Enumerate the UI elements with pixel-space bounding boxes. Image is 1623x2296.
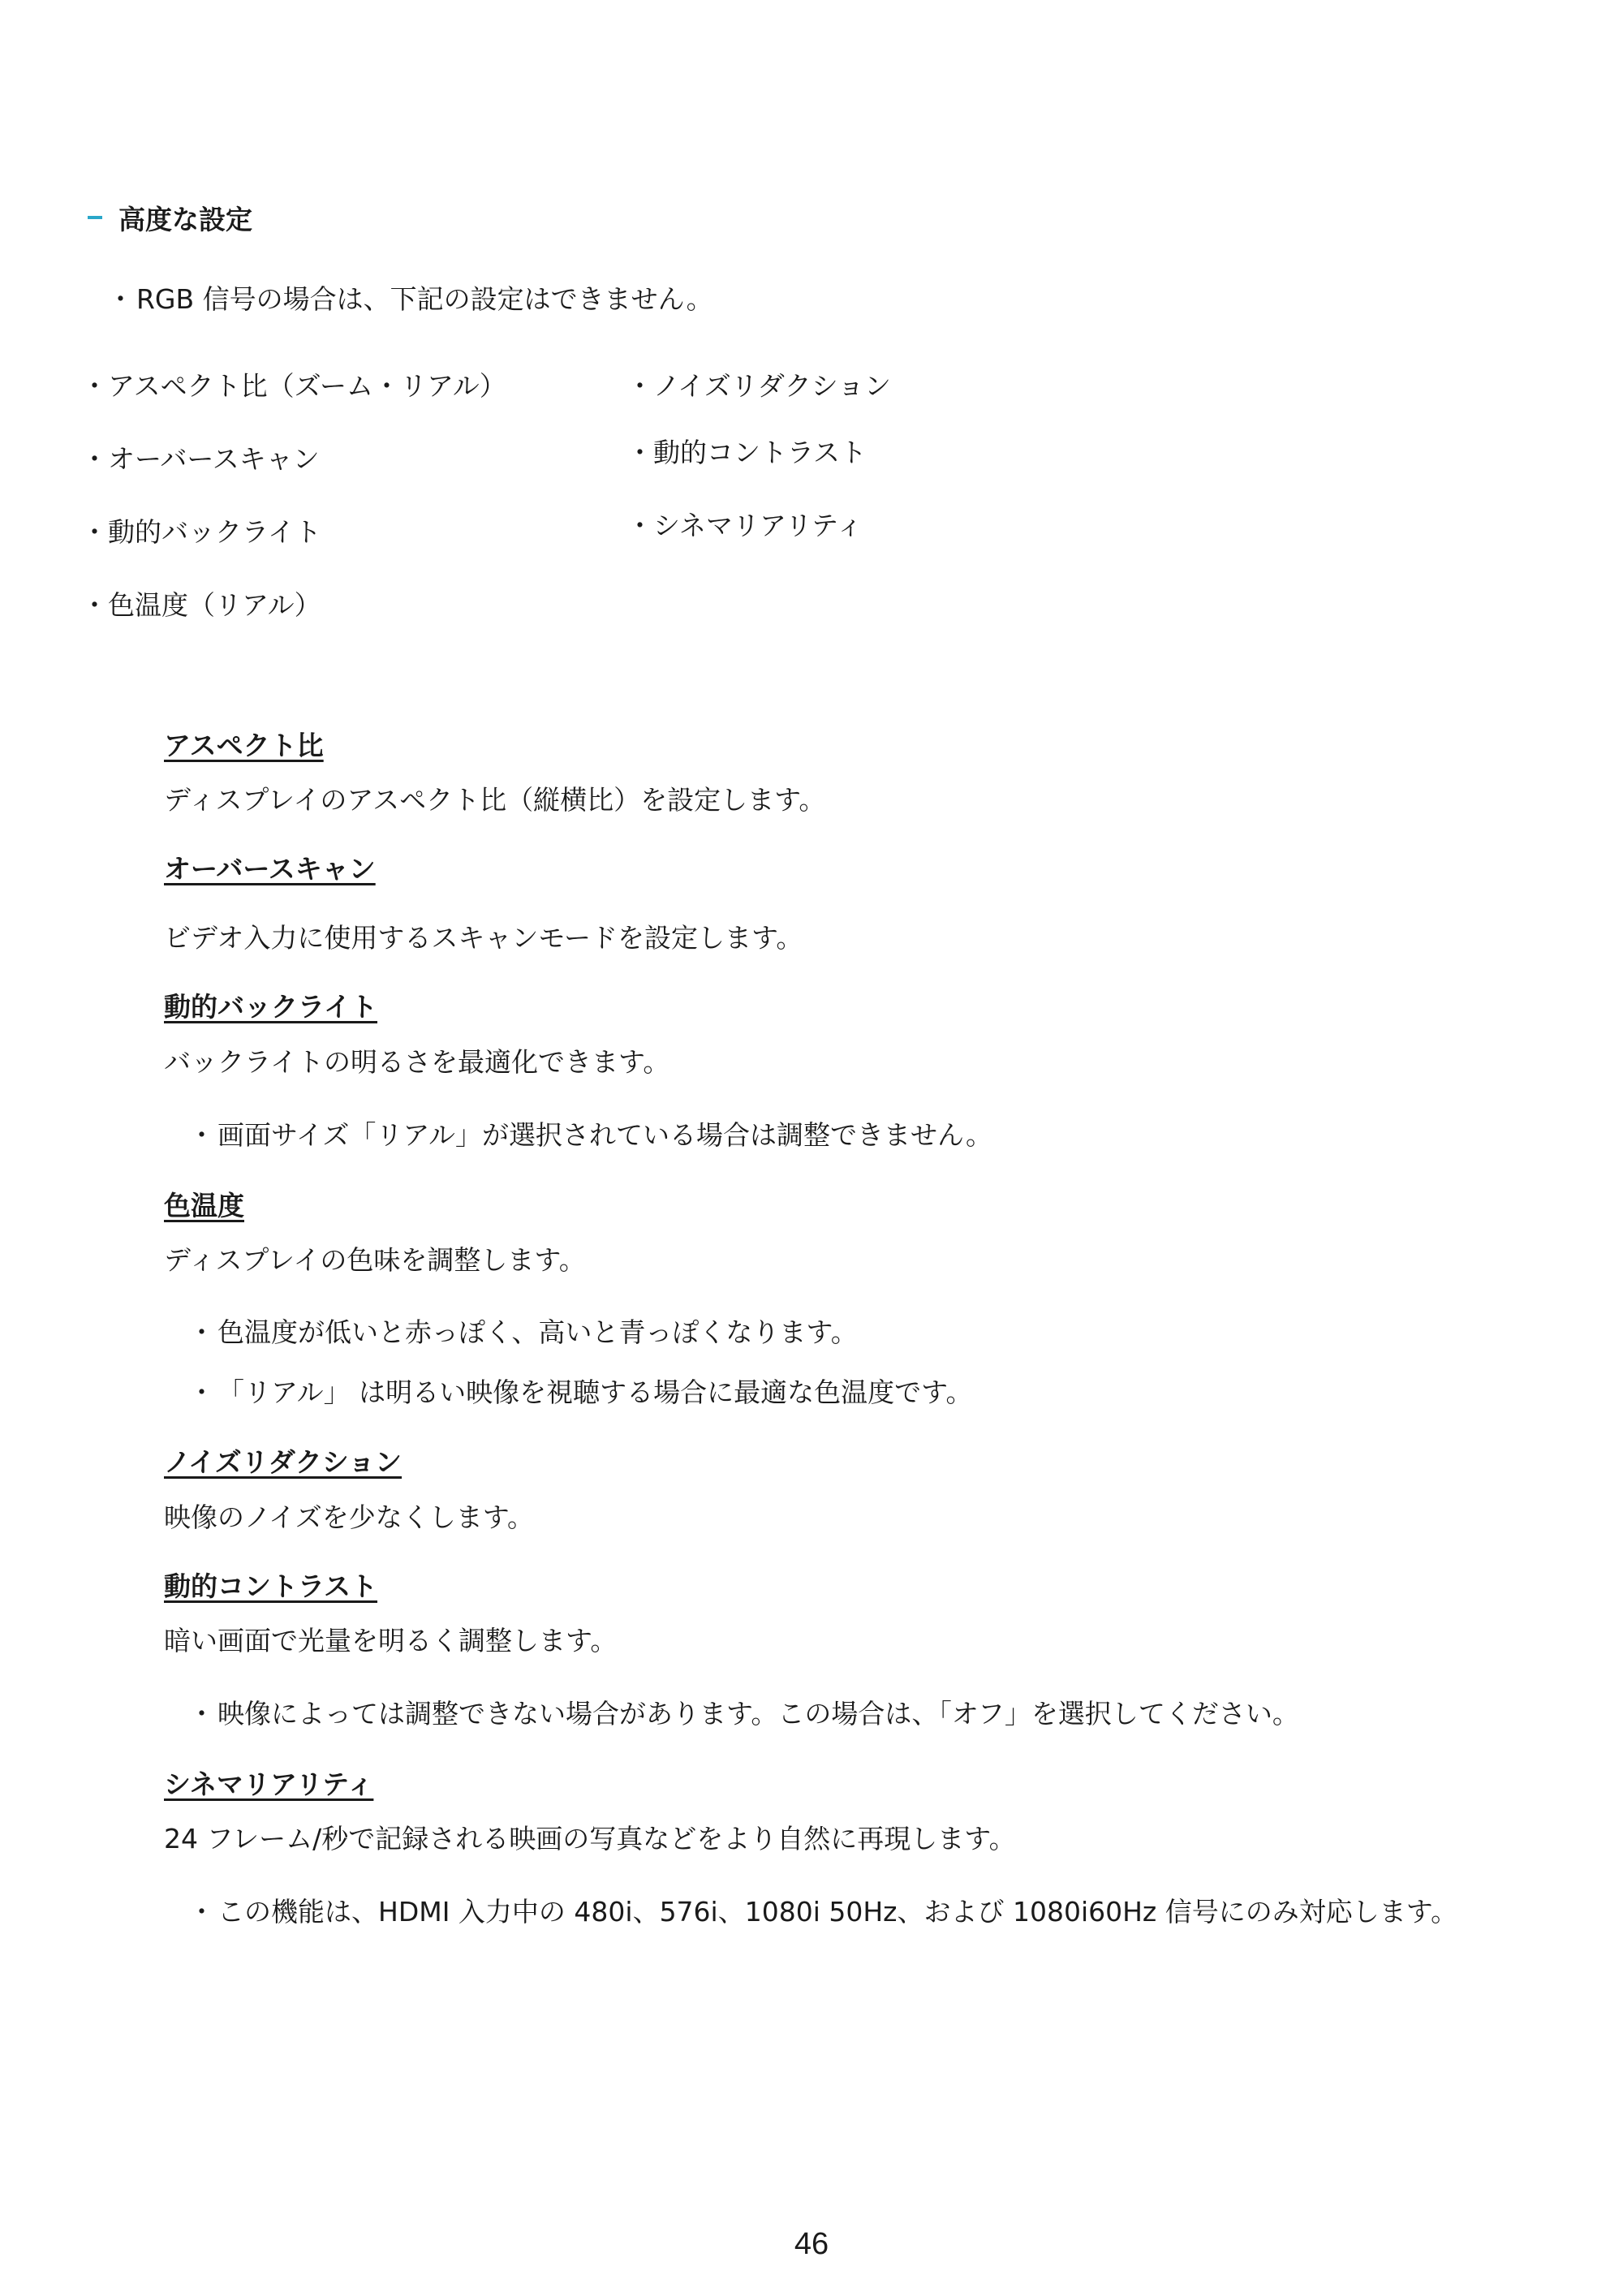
setting-note-text: 色温度が低いと赤っぽく、高いと青っぽくなります。 — [217, 1316, 858, 1348]
setting-desc-colortemp: ディスプレイの色味を調整します。 — [164, 1244, 586, 1276]
setting-note — [188, 1693, 1299, 1731]
restricted-item: ・オーバースキャン — [81, 443, 320, 475]
setting-heading-overscan: オーバースキャン — [164, 853, 376, 885]
setting-note — [188, 1891, 1457, 1929]
bullet-mark: ・ — [188, 1698, 215, 1730]
setting-note — [188, 1372, 973, 1410]
setting-desc-cinema: 24 フレーム/秒で記録される映画の写真などをより自然に再現します。 — [164, 1823, 1016, 1854]
setting-desc-noise: 映像のノイズを少なくします。 — [164, 1501, 535, 1533]
setting-heading-cinema: シネマリアリティ — [164, 1768, 374, 1800]
bullet-mark: ・ — [188, 1896, 215, 1928]
setting-note-text: 画面サイズ「リアル」が選択されている場合は調整できません。 — [217, 1119, 993, 1151]
setting-heading-noise: ノイズリダクション — [164, 1446, 403, 1478]
bullet-mark: ・ — [188, 1316, 215, 1348]
bullet-mark: ・ — [188, 1376, 215, 1408]
restricted-item: ・アスペクト比（ズーム・リアル） — [81, 370, 506, 402]
rgb-note — [107, 278, 713, 317]
setting-heading-aspect: アスペクト比 — [164, 730, 324, 761]
restricted-item: ・動的コントラスト — [626, 437, 867, 468]
rgb-note-text: RGB 信号の場合は、下記の設定はできません。 — [136, 283, 713, 315]
setting-note-text: この機能は、HDMI 入力中の 480i、576i、1080i 50Hz、および 1080i60Hz 信号にのみ対応します。 — [217, 1896, 1458, 1928]
bullet-mark: ・ — [107, 283, 134, 315]
restricted-item: ・ノイズリダクション — [626, 370, 892, 402]
setting-desc-overscan: ビデオ入力に使用するスキャンモードを設定します。 — [164, 922, 803, 954]
page-number: 46 — [794, 2227, 829, 2261]
setting-note — [188, 1312, 858, 1350]
setting-heading-backlight: 動的バックライト — [164, 991, 378, 1023]
bullet-mark: ・ — [188, 1119, 215, 1151]
section-accent-dash — [88, 216, 102, 219]
setting-desc-backlight: バックライトの明るさを最適化できます。 — [164, 1046, 670, 1078]
setting-note — [188, 1114, 992, 1152]
setting-heading-contrast: 動的コントラスト — [164, 1570, 378, 1602]
restricted-item: ・色温度（リアル） — [81, 589, 321, 621]
setting-note-text: 「リアル」 は明るい映像を視聴する場合に最適な色温度です。 — [217, 1376, 973, 1408]
setting-heading-colortemp: 色温度 — [164, 1190, 244, 1221]
setting-desc-aspect: ディスプレイのアスペクト比（縦横比）を設定します。 — [164, 784, 826, 816]
section-title: 高度な設定 — [118, 204, 252, 235]
restricted-item: ・動的バックライト — [81, 516, 322, 548]
setting-desc-contrast: 暗い画面で光量を明るく調整します。 — [164, 1625, 618, 1656]
setting-note-text: 映像によっては調整できない場合があります。この場合は、「オフ」を選択してください。 — [217, 1698, 1299, 1730]
restricted-item: ・シネマリアリティ — [626, 510, 863, 541]
